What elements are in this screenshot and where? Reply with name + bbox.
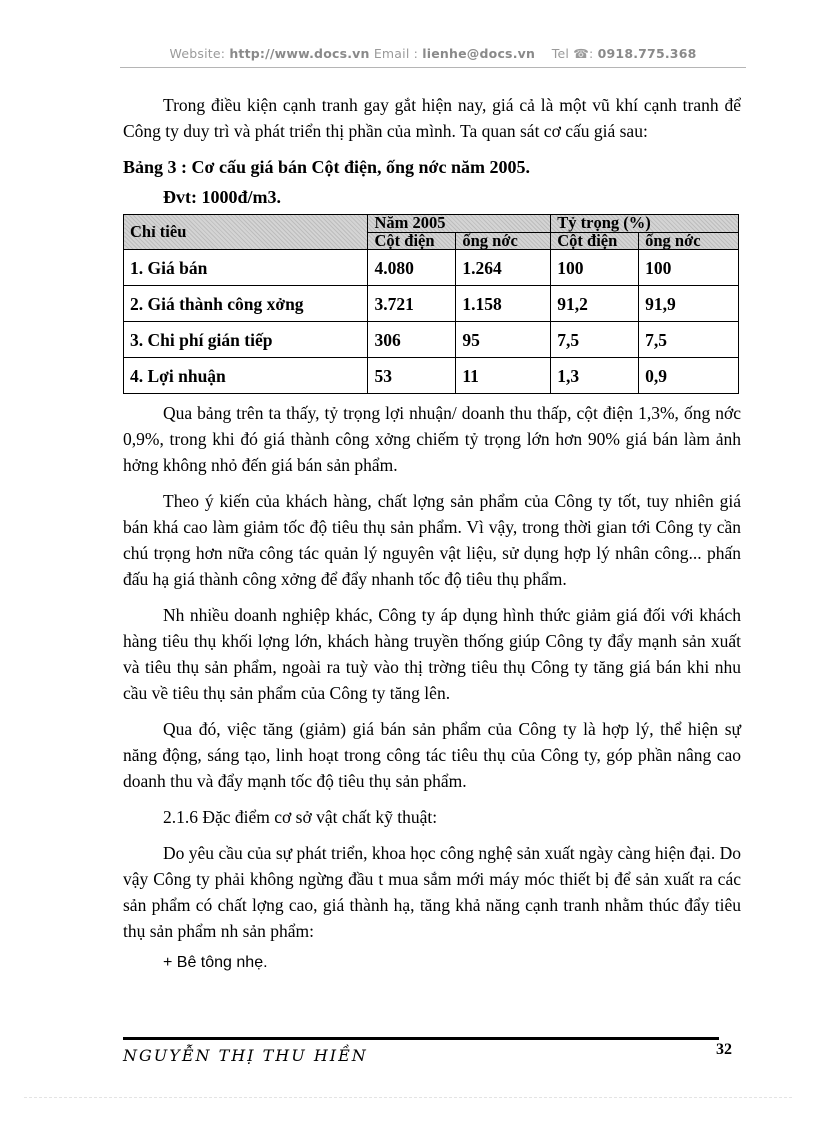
cell-value: 1,3 (551, 358, 639, 394)
cell-value: 0,9 (639, 358, 739, 394)
subheader-ong-nuoc: ống nớc (456, 232, 551, 250)
row-label: 3. Chi phí gián tiếp (124, 322, 368, 358)
conclusion-paragraph: Qua đó, việc tăng (giảm) giá bán sản phẩm của Công ty là hợp lý, thể hiện sự năng động, sáng tạo, linh hoạt trong công tác tiêu thụ của Công ty, góp phần nâng cao doanh thu và đẩy mạnh tốc độ tiêu thụ sản phẩm. (123, 719, 741, 791)
header-divider (120, 67, 746, 68)
facilities-paragraph: Do yêu cầu của sự phát triển, khoa học công nghệ sản xuất ngày càng hiện đại. Do vậy Công ty phải không ngừng đầu t mua sắm mới máy móc thiết bị để sản xuất ra các sản phẩm có chất lợng cao, giá thành hạ, tăng khả năng cạnh tranh nhằm thúc đẩy tiêu thụ sản phẩm nh sản phẩm: (123, 843, 741, 941)
subheader-cot-dien: Cột điện (368, 232, 456, 250)
cell-value: 1.264 (456, 250, 551, 286)
section-heading: 2.1.6 Đặc điểm cơ sở vật chất kỹ thuật: (163, 807, 438, 827)
page-edge-line (24, 1097, 792, 1098)
tel-label: Tel ☎: (551, 46, 594, 61)
header-ty-trong: Tỷ trọng (%) (551, 215, 739, 233)
page-number: 32 (716, 1041, 732, 1058)
cell-value: 100 (639, 250, 739, 286)
cell-value: 4.080 (368, 250, 456, 286)
cell-value: 53 (368, 358, 456, 394)
table-title: Bảng 3 : Cơ cấu giá bán Cột điện, ống nớc năm 2005. (123, 157, 530, 177)
cell-value: 91,2 (551, 286, 639, 322)
analysis-paragraph: Qua bảng trên ta thấy, tỷ trọng lợi nhuận/ doanh thu thấp, cột điện 1,3%, ống nớc 0,9%, trong khi đó giá thành công xởng chiếm tỷ trọng lớn hơn 90% giá bán làm ảnh hởng không nhỏ đến giá bán sản phẩm. (123, 403, 741, 475)
footer-divider (123, 1037, 719, 1040)
header-chi-tieu: Chỉ tiêu (124, 215, 368, 250)
cell-value: 1.158 (456, 286, 551, 322)
email-link[interactable]: lienhe@docs.vn (422, 46, 536, 61)
subheader-cot-dien-pct: Cột điện (551, 232, 639, 250)
page-header (120, 46, 746, 61)
cell-value: 95 (456, 322, 551, 358)
intro-paragraph: Trong điều kiện cạnh tranh gay gắt hiện nay, giá cả là một vũ khí cạnh tranh để Công ty duy trì và phát triển thị phần của mình. Ta quan sát cơ cấu giá sau: (123, 95, 741, 141)
cell-value: 306 (368, 322, 456, 358)
table-row (124, 322, 739, 358)
table-unit: Đvt: 1000đ/m3. (163, 187, 281, 207)
row-label: 2. Giá thành công xởng (124, 286, 368, 322)
cell-value: 7,5 (551, 322, 639, 358)
header-nam-2005: Năm 2005 (368, 215, 551, 233)
website-label: Website: (169, 46, 226, 61)
website-url[interactable]: http://www.docs.vn (229, 46, 370, 61)
footer-author: NGUYỄN THỊ THU HIỀN (123, 1046, 368, 1065)
document-body (123, 92, 741, 976)
email-label: Email : (373, 46, 419, 61)
cell-value: 7,5 (639, 322, 739, 358)
table-row (124, 286, 739, 322)
customer-opinion-paragraph: Theo ý kiến của khách hàng, chất lợng sản phẩm của Công ty tốt, tuy nhiên giá bán khá cao làm giảm tốc độ tiêu thụ sản phẩm. Vì vậy, trong thời gian tới Công ty cần chú trọng hơn nữa công tác quản lý nguyên vật liệu, sử dụng hợp lý nhân công... phấn đấu hạ giá thành công xởng để đẩy nhanh tốc độ tiêu thụ phẩm. (123, 491, 741, 589)
discount-policy-paragraph: Nh nhiều doanh nghiệp khác, Công ty áp dụng hình thức giảm giá đối với khách hàng tiêu thụ khối lợng lớn, khách hàng truyền thống giúp Công ty đẩy mạnh sản xuất và tiêu thụ sản phẩm, ngoài ra tuỳ vào thị trờng tiêu thụ Công ty tăng giá bán khi nhu cầu về tiêu thụ sản phẩm của Công ty tăng lên. (123, 605, 741, 703)
table-row (124, 358, 739, 394)
cell-value: 91,9 (639, 286, 739, 322)
table-row (124, 250, 739, 286)
cell-value: 11 (456, 358, 551, 394)
bullet-item: + Bê tông nhẹ. (163, 954, 268, 971)
row-label: 1. Giá bán (124, 250, 368, 286)
cell-value: 3.721 (368, 286, 456, 322)
price-structure-table (123, 214, 739, 394)
subheader-ong-nuoc-pct: ống nớc (639, 232, 739, 250)
tel-number: 0918.775.368 (597, 46, 697, 61)
cell-value: 100 (551, 250, 639, 286)
row-label: 4. Lợi nhuận (124, 358, 368, 394)
